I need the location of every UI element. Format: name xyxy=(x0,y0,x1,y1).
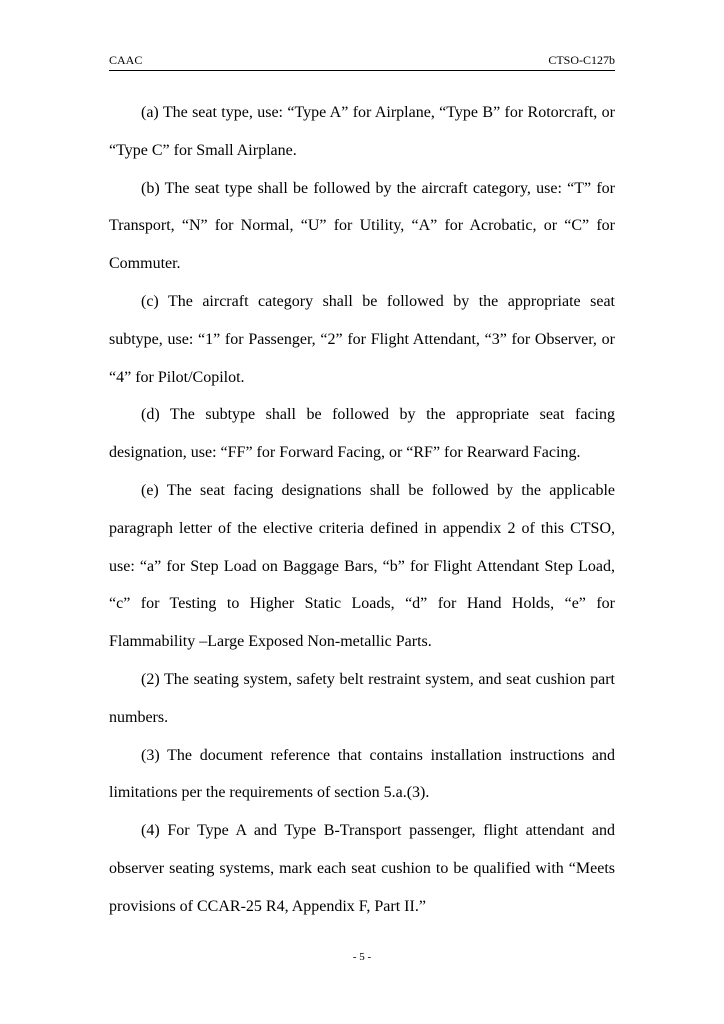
paragraph-4-seat-cushion-marking: (4) For Type A and Type B-Transport passenger, flight attendant and observer seating systems, mark each seat cushion to be qualified with “Meets provisions of CCAR-25 R4, Appendix F, Part II.” xyxy=(109,822,615,915)
paragraph-b-aircraft-category: (b) The seat type shall be followed by the aircraft category, use: “T” for Transport, “N” for Normal, “U” for Utility, “A” for Acrobatic, or “C” for Commuter. xyxy=(109,179,615,273)
paragraph-d-facing-designation: (d) The subtype shall be followed by the appropriate seat facing designation, use: “FF” for Forward Facing, or “RF” for Rearward Facing. xyxy=(109,406,615,462)
paragraph-2-part-numbers: (2) The seating system, safety belt restraint system, and seat cushion part numbers. xyxy=(109,670,615,726)
page-header xyxy=(109,52,615,71)
paragraph-c-seat-subtype: (c) The aircraft category shall be followed by the appropriate seat subtype, use: “1” for Passenger, “2” for Flight Attendant, “3” for Observer, or “4” for Pilot/Copilot. xyxy=(109,292,615,386)
document-body xyxy=(109,94,615,926)
page-number: - 5 - xyxy=(352,951,372,963)
paragraph-a-seat-type: (a) The seat type, use: “Type A” for Airplane, “Type B” for Rotorcraft, or “Type C” for Small Airplane. xyxy=(109,104,615,159)
header-doc-id: CTSO-C127b xyxy=(548,53,615,67)
header-org: CAAC xyxy=(109,53,143,67)
paragraph-e-elective-criteria: (e) The seat facing designations shall be followed by the applicable paragraph letter of the elective criteria defined in appendix 2 of this CTSO, use: “a” for Step Load on Baggage Bars, “b” for Flight Attendant Step Load, “c” for Testing to Higher Static Loads, “d” for Hand Holds, “e” for Flammability –Large Exposed Non-metallic Parts. xyxy=(109,481,615,651)
paragraph-3-document-reference: (3) The document reference that contains installation instructions and limitations per the requirements of section 5.a.(3). xyxy=(109,746,615,802)
